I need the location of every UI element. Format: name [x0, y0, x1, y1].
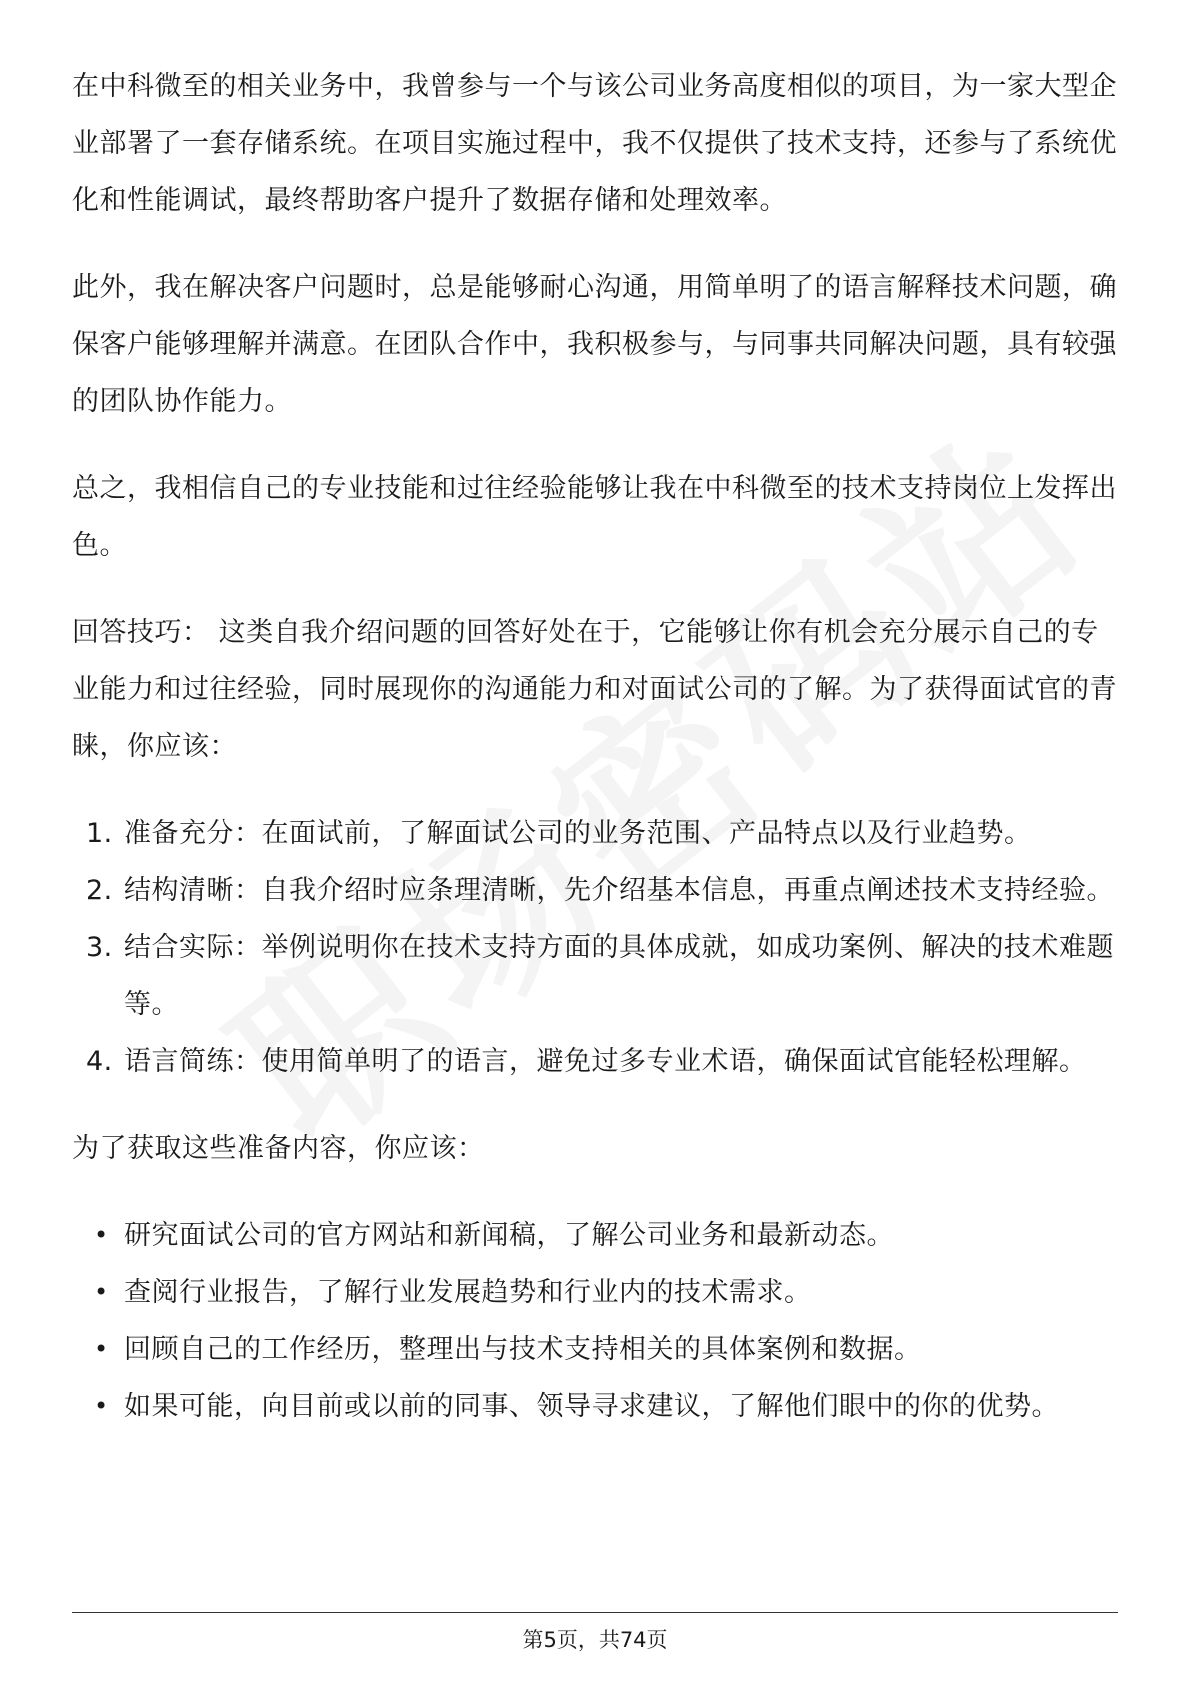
footer-divider [72, 1612, 1118, 1613]
list-item [72, 862, 1118, 919]
bullet-icon: • [94, 1221, 109, 1249]
list-item [72, 805, 1118, 862]
list-number: 2. [86, 875, 113, 906]
numbered-list [72, 805, 1118, 1090]
list-item [72, 1378, 1118, 1435]
list-item [72, 919, 1118, 1033]
list-item [72, 1264, 1118, 1321]
list-item [72, 1321, 1118, 1378]
list-number: 1. [86, 818, 113, 849]
bullet-icon: • [94, 1392, 109, 1420]
paragraph-2: 此外，我在解决客户问题时，总是能够耐心沟通，用简单明了的语言解释技术问题，确保客户能够理解并满意。在团队合作中，我积极参与，与同事共同解决问题，具有较强的团队协作能力。 [72, 272, 1117, 417]
list-number: 4. [86, 1046, 113, 1077]
list-number: 3. [86, 932, 113, 963]
list-item-text: 回顾自己的工作经历，整理出与技术支持相关的具体案例和数据。 [124, 1334, 922, 1365]
list-item [72, 1207, 1118, 1264]
list-item-text: 语言简练：使用简单明了的语言，避免过多专业术语，确保面试官能轻松理解。 [124, 1046, 1087, 1077]
answer-tips-paragraph: 回答技巧： 这类自我介绍问题的回答好处在于，它能够让你有机会充分展示自己的专业能力和过往经验，同时展现你的沟通能力和对面试公司的了解。为了获得面试官的青睐，你应该： [72, 617, 1117, 762]
list-item-text: 准备充分：在面试前，了解面试公司的业务范围、产品特点以及行业趋势。 [124, 818, 1032, 849]
list-item [72, 1033, 1118, 1090]
list-item-text: 查阅行业报告，了解行业发展趋势和行业内的技术需求。 [124, 1277, 812, 1308]
list-item-text: 研究面试公司的官方网站和新闻稿，了解公司业务和最新动态。 [124, 1220, 894, 1251]
paragraph-1: 在中科微至的相关业务中，我曾参与一个与该公司业务高度相似的项目，为一家大型企业部署了一套存储系统。在项目实施过程中，我不仅提供了技术支持，还参与了系统优化和性能调试，最终帮助客户提升了数据存储和处理效率。 [72, 71, 1117, 216]
list-item-text: 如果可能，向目前或以前的同事、领导寻求建议，了解他们眼中的你的优势。 [124, 1391, 1059, 1422]
paragraph-5: 为了获取这些准备内容，你应该： [72, 1133, 485, 1164]
document-body [72, 58, 1118, 1465]
list-item-text: 结构清晰：自我介绍时应条理清晰，先介绍基本信息，再重点阐述技术支持经验。 [124, 875, 1114, 906]
paragraph-3: 总之，我相信自己的专业技能和过往经验能够让我在中科微至的技术支持岗位上发挥出色。 [72, 473, 1117, 561]
list-item-text: 结合实际：举例说明你在技术支持方面的具体成就，如成功案例、解决的技术难题等。 [124, 932, 1114, 1020]
bullet-icon: • [94, 1335, 109, 1363]
bullet-icon: • [94, 1278, 109, 1306]
page-number: 第5页，共74页 [522, 1628, 668, 1652]
bullet-list [72, 1207, 1118, 1435]
